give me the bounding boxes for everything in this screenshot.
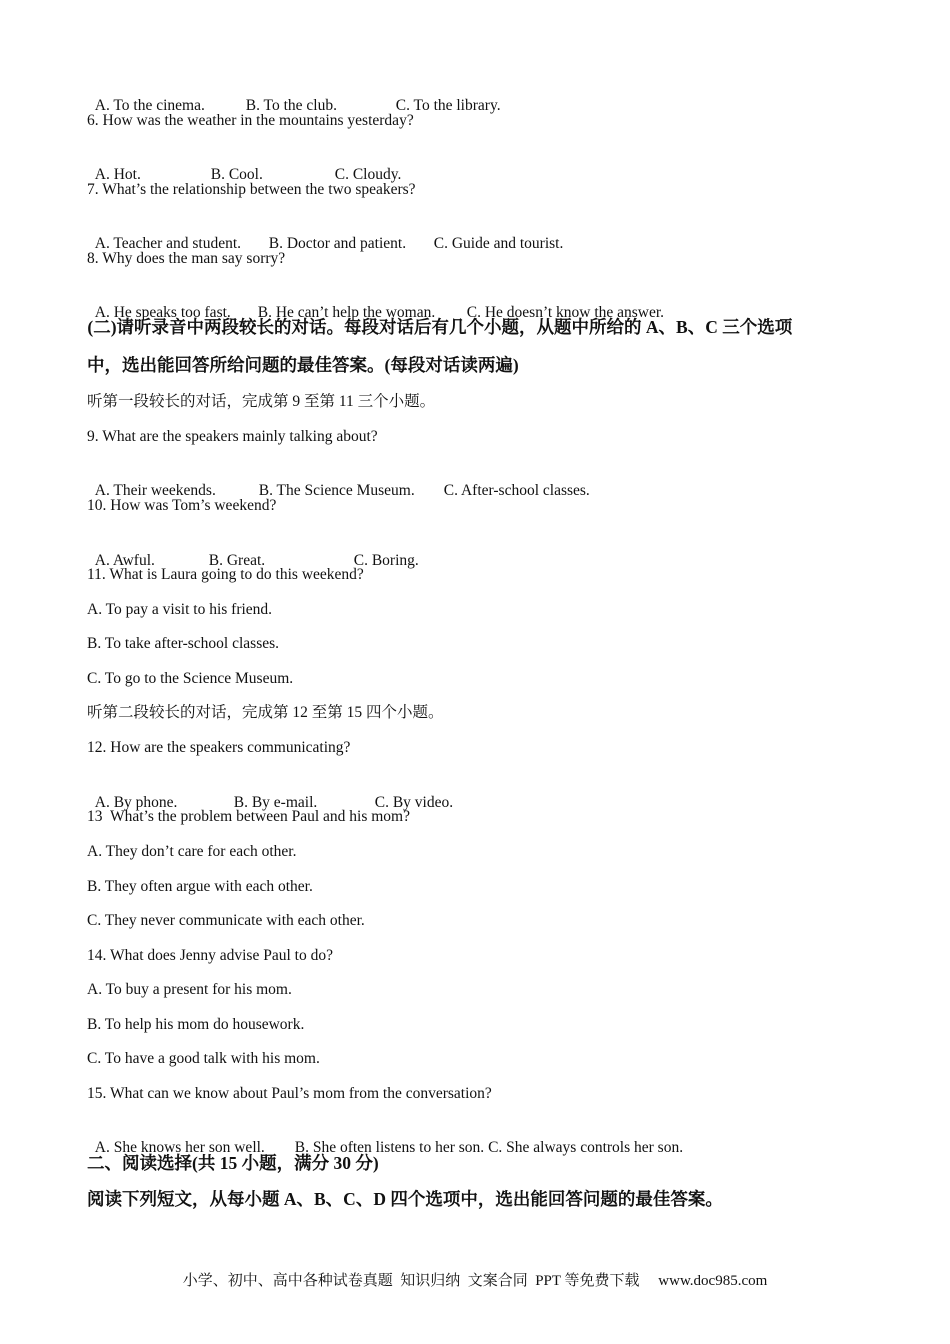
q15-option-c: C. She always controls her son. [488, 1139, 684, 1156]
q15-options [87, 1118, 683, 1158]
page-footer: 小学、初中、高中各种试卷真题 知识归纳 文案合同 PPT 等免费下载 www.doc985.com [182, 1273, 768, 1289]
part2-instruction: 阅读下列短文，从每小题 A、B、C、D 四个选项中，选出能回答问题的最佳答案。 [87, 1189, 723, 1209]
q7-question: 7. What’s the relationship between the two speakers? [87, 181, 416, 198]
q15-question: 15. What can we know about Paul’s mom from the conversation? [87, 1085, 492, 1102]
q6-option-a: A. Hot. [94, 166, 141, 183]
q8-option-a: A. He speaks too fast. [94, 304, 231, 321]
q13-option-b: B. They often argue with each other. [87, 878, 313, 895]
section2-heading-line1: (二)请听录音中两段较长的对话。每段对话后有几个小题，从题中所给的 A、B、C 三个选项 [83, 317, 793, 337]
q6-option-b: B. Cool. [210, 166, 263, 183]
q12-option-c: C. By video. [374, 794, 454, 811]
q8-question: 8. Why does the man say sorry? [87, 250, 286, 267]
q5-options [87, 76, 501, 116]
q9-options [87, 461, 590, 501]
q5-option-b: B. To the club. [245, 97, 337, 114]
q9-option-c: C. After-school classes. [443, 482, 590, 499]
q9-option-a: A. Their weekends. [94, 482, 216, 499]
q5-option-c: C. To the library. [395, 97, 501, 114]
q7-options [87, 214, 563, 254]
q5-option-a: A. To the cinema. [94, 97, 205, 114]
q13-option-c: C. They never communicate with each other. [87, 912, 365, 929]
q6-options [87, 145, 401, 185]
q8-option-c: C. He doesn’t know the answer. [466, 304, 665, 321]
q7-option-b: B. Doctor and patient. [268, 235, 407, 252]
q10-option-b: B. Great. [208, 552, 266, 569]
q10-option-c: C. Boring. [353, 552, 419, 569]
section2-heading-line2: 中，选出能回答所给问题的最佳答案。(每段对话读两遍) [87, 355, 519, 375]
q11-option-c: C. To go to the Science Museum. [87, 670, 294, 687]
q10-question: 10. How was Tom’s weekend? [87, 497, 277, 514]
q14-option-c: C. To have a good talk with his mom. [87, 1050, 320, 1067]
q6-option-c: C. Cloudy. [334, 166, 402, 183]
dialogue2-intro: 听第二段较长的对话，完成第 12 至第 15 四个小题。 [87, 704, 444, 721]
q12-question: 12. How are the speakers communicating? [87, 739, 351, 756]
q11-question: 11. What is Laura going to do this weekend? [87, 566, 364, 583]
q6-question: 6. How was the weather in the mountains yesterday? [87, 112, 414, 129]
q13-question: 13 What’s the problem between Paul and his mom? [87, 808, 410, 825]
q10-option-a: A. Awful. [94, 552, 155, 569]
part2-heading: 二、阅读选择(共 15 小题，满分 30 分) [87, 1153, 379, 1173]
q13-option-a: A. They don’t care for each other. [87, 843, 297, 860]
q15-option-a: A. She knows her son well. [94, 1139, 265, 1156]
q9-question: 9. What are the speakers mainly talking about? [87, 428, 378, 445]
q15-option-b: B. She often listens to her son. [294, 1139, 485, 1156]
q12-option-a: A. By phone. [94, 794, 178, 811]
q14-question: 14. What does Jenny advise Paul to do? [87, 947, 333, 964]
q11-option-a: A. To pay a visit to his friend. [87, 601, 273, 618]
q8-option-b: B. He can’t help the woman. [257, 304, 436, 321]
q14-option-b: B. To help his mom do housework. [87, 1016, 305, 1033]
q7-option-a: A. Teacher and student. [94, 235, 242, 252]
q12-option-b: B. By e-mail. [233, 794, 318, 811]
dialogue1-intro: 听第一段较长的对话，完成第 9 至第 11 三个小题。 [87, 393, 436, 410]
q9-option-b: B. The Science Museum. [258, 482, 415, 499]
q11-option-b: B. To take after-school classes. [87, 635, 280, 652]
q7-option-c: C. Guide and tourist. [433, 235, 564, 252]
q14-option-a: A. To buy a present for his mom. [87, 981, 292, 998]
